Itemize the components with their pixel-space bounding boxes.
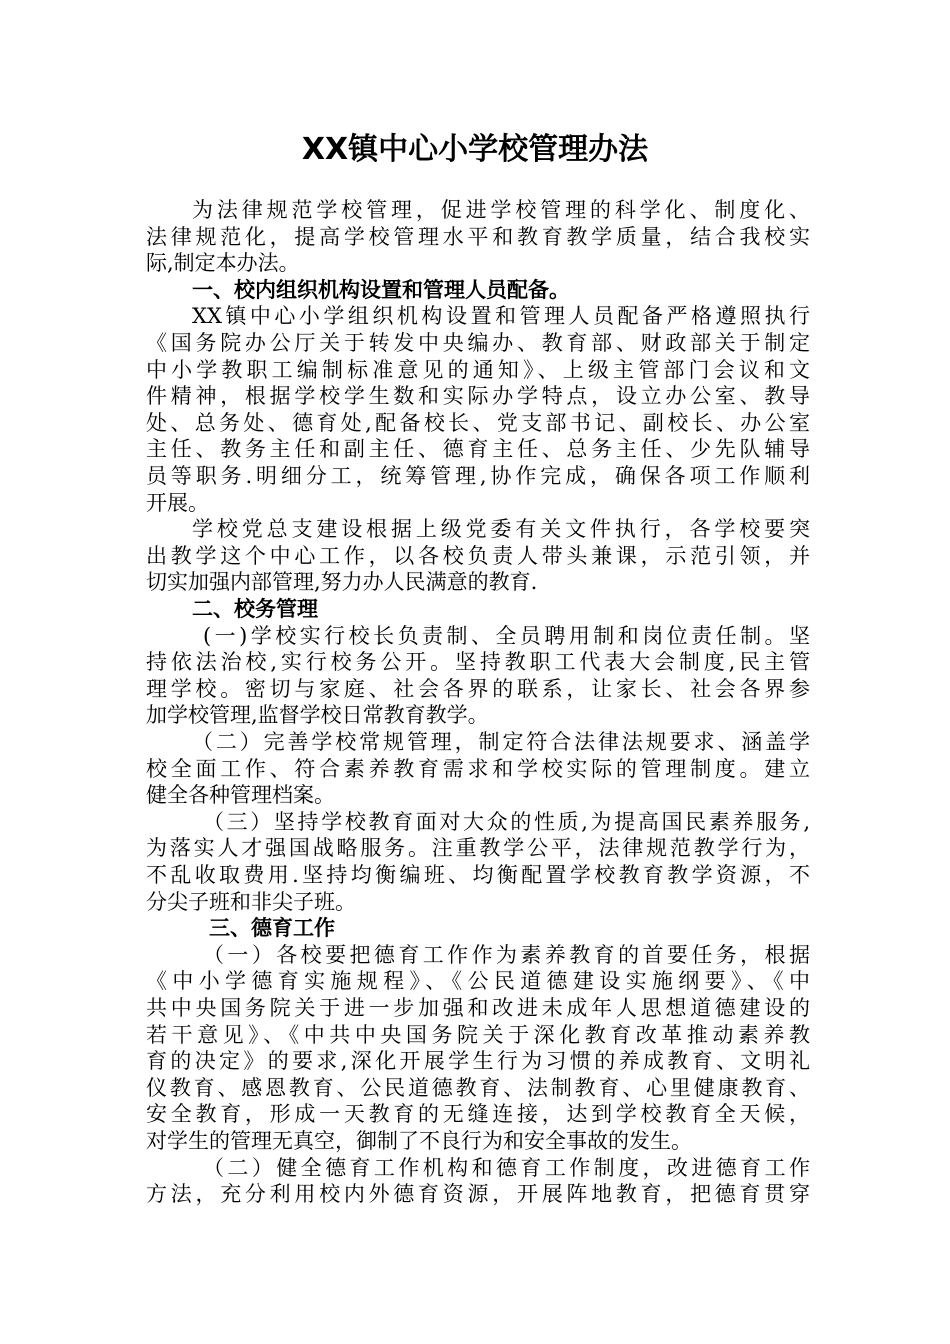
body-line: 健全各种管理档案。 [146,783,335,808]
body-line: 出教学这个中心工作，以各校负责人带头兼课，示范引领，并 [146,543,810,568]
body-line: （二）完善学校常规管理，制定符合法律法规要求、涵盖学 [192,730,810,754]
body-line: 理学校。密切与家庭、社会各界的联系，让家长、社会各界参 [146,676,810,701]
section-heading-2: 二、校务管理 [192,597,318,621]
body-line: 《中小学德育实施规程》、《公民道德建设实施纲要》、《中 [146,969,810,994]
document-title: XX镇中心小学校管理办法 [301,132,649,167]
body-line: 持依法治校,实行校务公开。坚持教职工代表大会制度,民主管 [146,650,810,675]
body-line: (一)学校实行校长负责制、全员聘用制和岗位责任制。坚 [203,623,810,648]
section-heading-1: 一、校内组织机构设置和管理人员配备。 [192,277,570,302]
body-line: 方法，充分利用校内外德育资源，开展阵地教育，把德育贯穿 [146,1182,810,1207]
body-line: 仪教育、感恩教育、公民道德教育、法制教育、心里健康教育、 [146,1075,810,1100]
body-line: 《国务院办公厅关于转发中央编办、教育部、财政部关于制定 [146,331,810,355]
body-line: 安全教育，形成一天教育的无缝连接，达到学校教育全天候， [146,1102,810,1127]
body-line: （一）各校要把德育工作作为素养教育的首要任务，根据 [203,942,810,967]
body-line: 切实加强内部管理,努力办人民满意的教育. [146,570,538,595]
body-line: 中小学教职工编制标准意见的通知》、上级主管部门会议和文 [146,357,810,382]
body-line: 育的决定》的要求,深化开展学生行为习惯的养成教育、文明礼 [146,1049,810,1074]
section-heading-3: 三、德育工作 [209,916,335,941]
body-line: （二）健全德育工作机构和德育工作制度，改进德育工作 [203,1155,810,1180]
body-line: （三）坚持学校教育面对大众的性质,为提高国民素养服务, [203,809,810,834]
body-line: 共中央国务院关于进一步加强和改进未成年人思想道德建设的 [146,996,810,1020]
body-line: 为落实人才强国战略服务。注重教学公平，法律规范教学行为， [146,836,810,861]
body-line: 校全面工作、符合素养教育需求和学校实际的管理制度。建立 [146,756,810,781]
body-line: 为法律规范学校管理，促进学校管理的科学化、制度化、 [192,198,810,222]
body-line: 不乱收取费用.坚持均衡编班、均衡配置学校教育教学资源，不 [146,863,810,887]
body-line: 学校党总支建设根据上级党委有关文件执行，各学校要突 [192,517,810,542]
body-line: 开展。 [146,490,209,515]
body-line: XX镇中心小学组织机构设置和管理人员配备严格遵照执行 [192,304,810,329]
body-line: 若干意见》、《中共中央国务院关于深化教育改革推动素养教 [146,1022,810,1047]
body-line: 件精神，根据学校学生数和实际办学特点，设立办公室、教导 [146,384,810,409]
body-line: 对学生的管理无真空，御制了不良行为和安全事故的发生。 [146,1129,692,1153]
body-line: 加学校管理,监督学校日常教育教学。 [146,703,489,728]
body-line: 分尖子班和非尖子班。 [146,889,356,914]
body-line: 员等职务.明细分工，统筹管理,协作完成，确保各项工作顺利 [146,464,810,488]
body-line: 处、总务处、德育处,配备校长、党支部书记、副校长、办公室 [146,410,810,435]
body-line: 际,制定本办法。 [146,251,300,276]
body-line: 法律规范化，提高学校管理水平和教育教学质量，结合我校实 [146,224,810,249]
body-line: 主任、教务主任和副主任、德育主任、总务主任、少先队辅导 [146,437,810,462]
